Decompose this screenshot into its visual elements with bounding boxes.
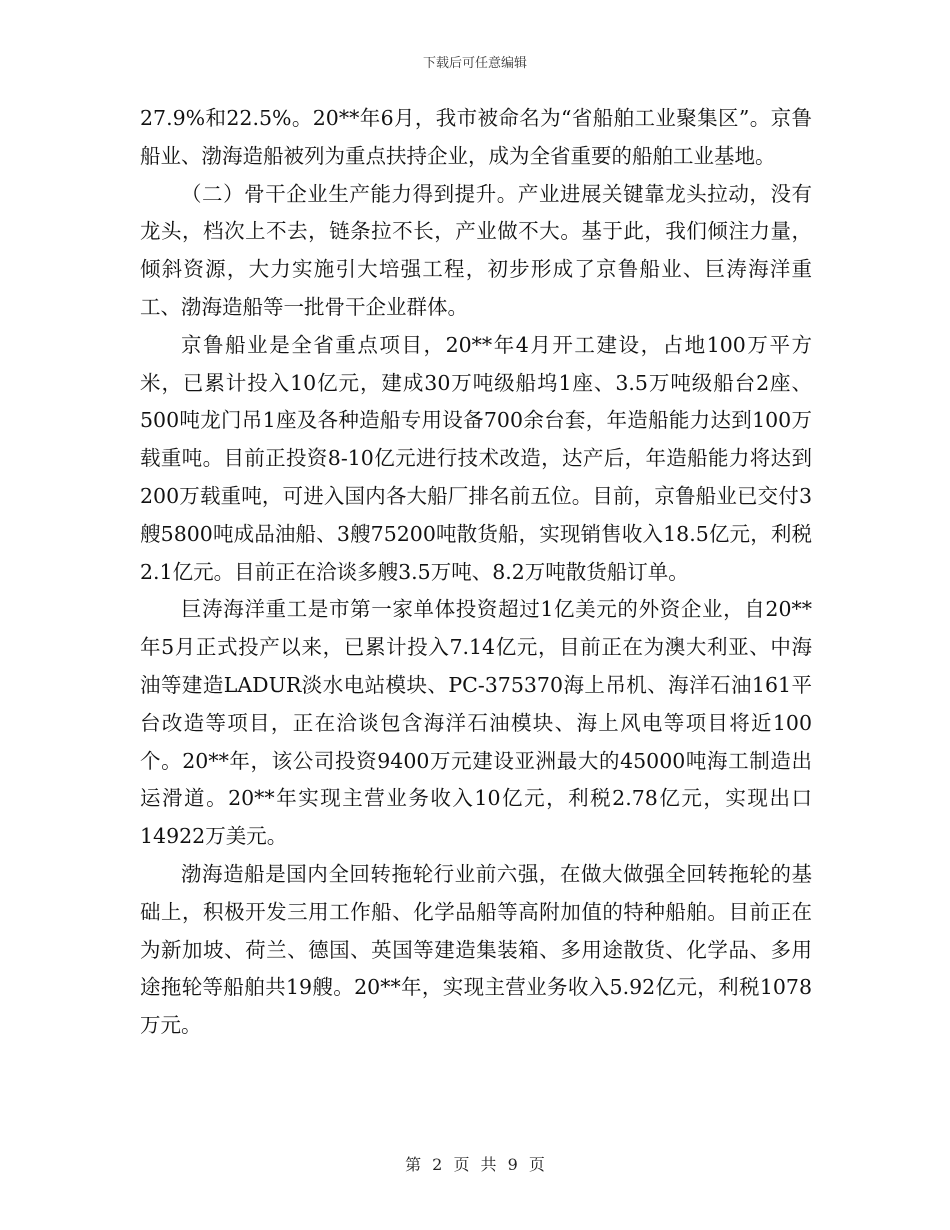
paragraph-continued: 27.9%和22.5%。20**年6月，我市被命名为“省船舶工业聚集区”。京鲁船业、渤海造船被列为重点扶持企业，成为全省重要的船舶工业基地。 — [140, 106, 812, 168]
page-header: 下载后可任意编辑 — [422, 56, 527, 71]
page-footer: 第 2 页 共 9 页 — [405, 1155, 545, 1174]
paragraph-jinglu-shipbuilding: 京鲁船业是全省重点项目，20**年4月开工建设，占地100万平方米，已累计投入10亿元，建成30万吨级船坞1座、3.5万吨级船台2座、500吨龙门吊1座及各种造船专用设备700余台套，年造船能力达到100万载重吨。目前正投资8-10亿元进行技术改造，达产后，年造船能力将达到200万载重吨，可进入国内各大船厂排名前五位。目前，京鲁船业已交付3艘5800吨成品油船、3艘75200吨散货船，实现销售收入18.5亿元，利税2.1亿元。目前正在洽谈多艘3.5万吨、8.2万吨散货船订单。 — [140, 332, 812, 584]
paragraph-bohai-shipbuilding: 渤海造船是国内全回转拖轮行业前六强，在做大做强全回转拖轮的基础上，积极开发三用工作船、化学品船等高附加值的特种船舶。目前正在为新加坡、荷兰、德国、英国等建造集装箱、多用途散货、化学品、多用途拖轮等船舶共19艘。20**年，实现主营业务收入5.92亿元，利税1078万元。 — [140, 861, 812, 1038]
paragraph-jutao-heavy-industry: 巨涛海洋重工是市第一家单体投资超过1亿美元的外资企业，自20**年5月正式投产以来，已累计投入7.14亿元，目前正在为澳大利亚、中海油等建造LADUR淡水电站模块、PC-375370海上吊机、海洋石油161平台改造等项目，正在洽谈包含海洋石油模块、海上风电等项目将近100个。20**年，该公司投资9400万元建设亚洲最大的45000吨海工制造出运滑道。20**年实现主营业务收入10亿元，利税2.78亿元，实现出口14922万美元。 — [140, 597, 812, 849]
document-body — [140, 100, 812, 1045]
paragraph-section-two: （二）骨干企业生产能力得到提升。产业进展关键靠龙头拉动，没有龙头，档次上不去，链条拉不长，产业做不大。基于此，我们倾注力量，倾斜资源，大力实施引大培强工程，初步形成了京鲁船业、巨涛海洋重工、渤海造船等一批骨干企业群体。 — [140, 181, 812, 319]
